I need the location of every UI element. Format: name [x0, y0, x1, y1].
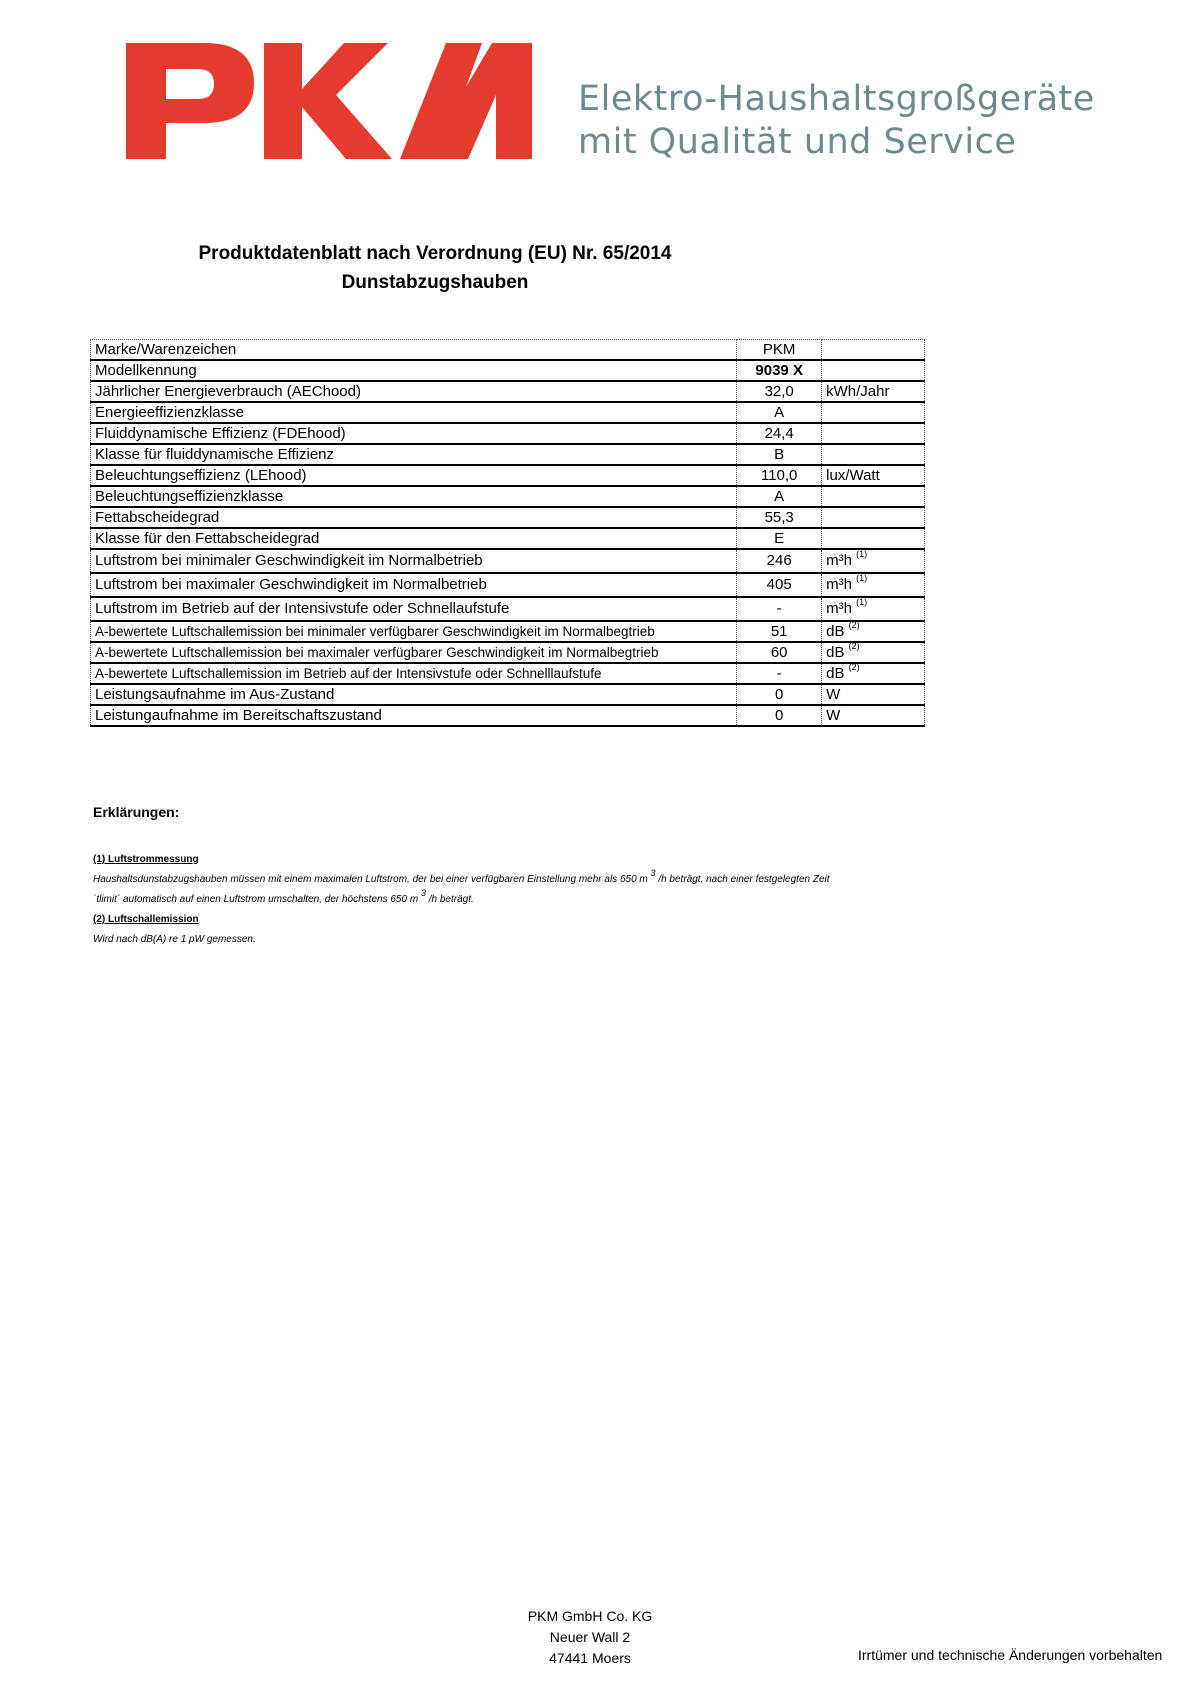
row-unit — [822, 642, 925, 663]
row-label: A-bewertete Luftschallemission bei maximaler verfügbarer Geschwindigkeit im Normalbegtrieb — [91, 642, 737, 663]
row-unit: W — [822, 684, 925, 705]
footer-address — [490, 1606, 690, 1669]
pkm-logo — [126, 43, 532, 159]
note-1-line-2-text: ´tlimit´ automatisch auf einen Luftstrom umschalten, der höchstens 650 m — [93, 894, 421, 905]
unit-text: m³h — [826, 600, 852, 617]
table-row — [91, 549, 925, 573]
row-value: 9039 X — [737, 360, 822, 381]
row-value: 110,0 — [737, 465, 822, 486]
note-2-title: (2) Luftschallemission — [93, 914, 199, 925]
table-row — [91, 402, 925, 423]
footnote-ref: (2) — [848, 662, 860, 672]
row-label: Beleuchtungseffizienz (LEhood) — [91, 465, 737, 486]
row-value: 246 — [737, 549, 822, 573]
explanations-section — [93, 804, 830, 950]
tagline-line-2: mit Qualität und Service — [578, 122, 1017, 162]
row-label: Jährlicher Energieverbrauch (AEChood) — [91, 381, 737, 402]
row-label: Marke/Warenzeichen — [91, 340, 737, 361]
unit-text: dB — [826, 665, 845, 682]
row-value: - — [737, 597, 822, 621]
row-unit — [822, 423, 925, 444]
footer-city: 47441 Moers — [549, 1650, 631, 1666]
row-value: 0 — [737, 684, 822, 705]
superscript: 3 — [420, 887, 426, 898]
unit-text: dB — [826, 644, 845, 661]
row-label: Energieeffizienzklasse — [91, 402, 737, 423]
row-value: E — [737, 528, 822, 549]
unit-text: m³h — [826, 552, 852, 569]
row-value: A — [737, 486, 822, 507]
row-unit — [822, 573, 925, 597]
table-row — [91, 486, 925, 507]
row-label: A-bewertete Luftschallemission im Betrieb auf der Intensivstufe oder Schnelllaufstufe — [91, 663, 737, 684]
table-row — [91, 684, 925, 705]
row-label: Luftstrom im Betrieb auf der Intensivstufe oder Schnellaufstufe — [91, 597, 737, 621]
row-unit — [822, 528, 925, 549]
row-label: Leistungaufnahme im Bereitschaftszustand — [91, 705, 737, 726]
row-label: Luftstrom bei maximaler Geschwindigkeit im Normalbetrieb — [91, 573, 737, 597]
row-label: Leistungsaufnahme im Aus-Zustand — [91, 684, 737, 705]
row-unit — [822, 486, 925, 507]
pkm-logo-letters — [126, 43, 532, 159]
footer-company: PKM GmbH Co. KG — [527, 1608, 653, 1624]
footer-street: Neuer Wall 2 — [549, 1629, 631, 1645]
row-value: 60 — [737, 642, 822, 663]
note-1-line-1 — [93, 867, 830, 890]
row-label: Fettabscheidegrad — [91, 507, 737, 528]
row-value: PKM — [737, 340, 822, 361]
row-value: 0 — [737, 705, 822, 726]
document-subtitle: Dunstabzugshauben — [341, 272, 529, 293]
row-unit — [822, 507, 925, 528]
row-unit — [822, 402, 925, 423]
tagline-line-1: Elektro-Haushaltsgroßgeräte — [578, 79, 1095, 119]
footnote-ref: (1) — [856, 549, 868, 559]
table-row — [91, 573, 925, 597]
table-row — [91, 663, 925, 684]
table-row — [91, 381, 925, 402]
footnote-ref: (1) — [856, 597, 868, 607]
document-title: Produktdatenblatt nach Verordnung (EU) Nr. 65/2014 — [198, 243, 672, 264]
explanations-heading: Erklärungen: — [93, 804, 180, 820]
note-2-text: Wird nach dB(A) re 1 pW gemessen. — [93, 934, 256, 945]
note-1-line-2 — [93, 887, 830, 910]
row-value: A — [737, 402, 822, 423]
table-row — [91, 444, 925, 465]
footnote-ref: (2) — [848, 620, 860, 630]
footer-disclaimer: Irrtümer und technische Änderungen vorbehalten — [858, 1647, 1163, 1663]
row-label: Fluiddynamische Effizienz (FDEhood) — [91, 423, 737, 444]
row-unit — [822, 549, 925, 573]
table-row — [91, 642, 925, 663]
table-row — [91, 340, 925, 361]
table-row — [91, 360, 925, 381]
company-tagline — [578, 78, 1095, 164]
unit-text: m³h — [826, 576, 852, 593]
row-value: 55,3 — [737, 507, 822, 528]
note-1-line-2-end: /h beträgt. — [425, 894, 474, 905]
table-row — [91, 621, 925, 642]
row-unit — [822, 340, 925, 361]
row-value: 32,0 — [737, 381, 822, 402]
row-label: Luftstrom bei minimaler Geschwindigkeit im Normalbetrieb — [91, 549, 737, 573]
note-1-line-1-text: Haushaltsdunstabzugshauben müssen mit einem maximalen Luftstrom, der bei einer verfügbaren Einstellung mehr als 650 m — [93, 874, 651, 885]
row-label: Modellkennung — [91, 360, 737, 381]
row-unit — [822, 360, 925, 381]
row-value: B — [737, 444, 822, 465]
table-row — [91, 465, 925, 486]
unit-text: dB — [826, 623, 845, 640]
table-row — [91, 507, 925, 528]
footnote-ref: (1) — [856, 573, 868, 583]
row-label: Klasse für fluiddynamische Effizienz — [91, 444, 737, 465]
row-unit — [822, 444, 925, 465]
row-unit — [822, 597, 925, 621]
row-label: Klasse für den Fettabscheidegrad — [91, 528, 737, 549]
row-label: A-bewertete Luftschallemission bei minimaler verfügbarer Geschwindigkeit im Normalbegtrieb — [91, 621, 737, 642]
row-value: - — [737, 663, 822, 684]
footnote-ref: (2) — [848, 641, 860, 651]
superscript: 3 — [650, 867, 656, 878]
table-row — [91, 705, 925, 726]
row-value: 51 — [737, 621, 822, 642]
note-1-line-1-end: /h beträgt, nach einer festgelegten Zeit — [655, 874, 830, 885]
table-row — [91, 423, 925, 444]
row-unit: kWh/Jahr — [822, 381, 925, 402]
table-row — [91, 597, 925, 621]
row-unit — [822, 663, 925, 684]
table-row — [91, 528, 925, 549]
row-unit — [822, 621, 925, 642]
row-unit: lux/Watt — [822, 465, 925, 486]
row-label: Beleuchtungseffizienzklasse — [91, 486, 737, 507]
row-unit: W — [822, 705, 925, 726]
note-1-title: (1) Luftstrommessung — [93, 854, 199, 865]
row-value: 405 — [737, 573, 822, 597]
product-data-table — [90, 339, 925, 727]
row-value: 24,4 — [737, 423, 822, 444]
